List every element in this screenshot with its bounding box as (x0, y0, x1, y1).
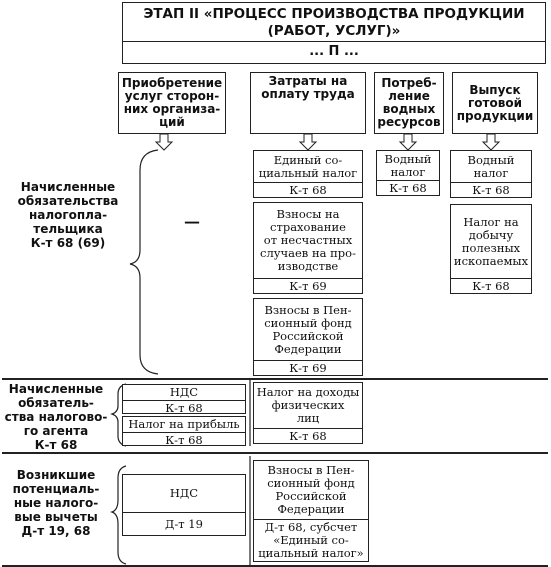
column-header-services: Приобретение услуг сторон- них организа- ций (118, 72, 226, 134)
box-water-tax: Водный налог К-т 68 (376, 150, 440, 196)
box-pension-fund-deduction: Взносы в Пен- сионный фонд Российской Федерации Д-т 68, субсчет «Единый со- циальный налог» (253, 460, 369, 562)
section-divider (2, 378, 548, 380)
row-label-deductions: Возникшие потенциаль- ные налого- вые вычеты Д-т 19, 68 (12, 468, 100, 538)
services-dash: — (184, 212, 200, 231)
box-personal-income-tax: Налог на доходы физических лиц К-т 68 (253, 382, 363, 444)
column-header-output: Выпуск готовой продукции (452, 72, 538, 134)
row-label-agent: Начисленные обязатель- ства налогово- го агента К-т 68 (4, 382, 108, 452)
column-header-water: Потреб- ление водных ресурсов (374, 72, 444, 134)
down-arrow-icon (156, 134, 172, 150)
box-profit-tax: Налог на прибыль К-т 68 (122, 416, 246, 446)
section-divider (2, 452, 548, 454)
down-arrow-icon (300, 134, 316, 150)
box-pension-fund: Взносы в Пен- сионный фонд Российской Федерации К-т 69 (253, 298, 363, 376)
row-label-taxpayer: Начисленные обязательства налогопла- тельщика К-т 68 (69) (17, 180, 119, 250)
box-water-tax-output: Водный налог К-т 68 (450, 150, 532, 198)
box-accident-insurance: Взносы на страхование от несчастных случаев на про- изводстве К-т 69 (253, 202, 363, 294)
stage-title: ЭТАП II «ПРОЦЕСС ПРОИЗВОДСТВА ПРОДУКЦИИ (РАБОТ, УСЛУГ)» (122, 2, 546, 42)
down-arrow-icon (400, 134, 416, 150)
box-vat-agent: НДС К-т 68 (122, 384, 246, 414)
stage-subtitle: ... П ... (122, 42, 546, 64)
brace-taxpayer (130, 150, 158, 374)
down-arrow-icon (483, 134, 499, 150)
box-unified-social-tax: Единый со- циальный налог К-т 68 (253, 150, 363, 198)
column-header-labor: Затраты на оплату труда (250, 72, 366, 134)
box-mining-tax: Налог на добычу полезных ископаемых К-т 68 (450, 204, 532, 294)
box-vat-deduction: НДС Д-т 19 (122, 474, 246, 536)
